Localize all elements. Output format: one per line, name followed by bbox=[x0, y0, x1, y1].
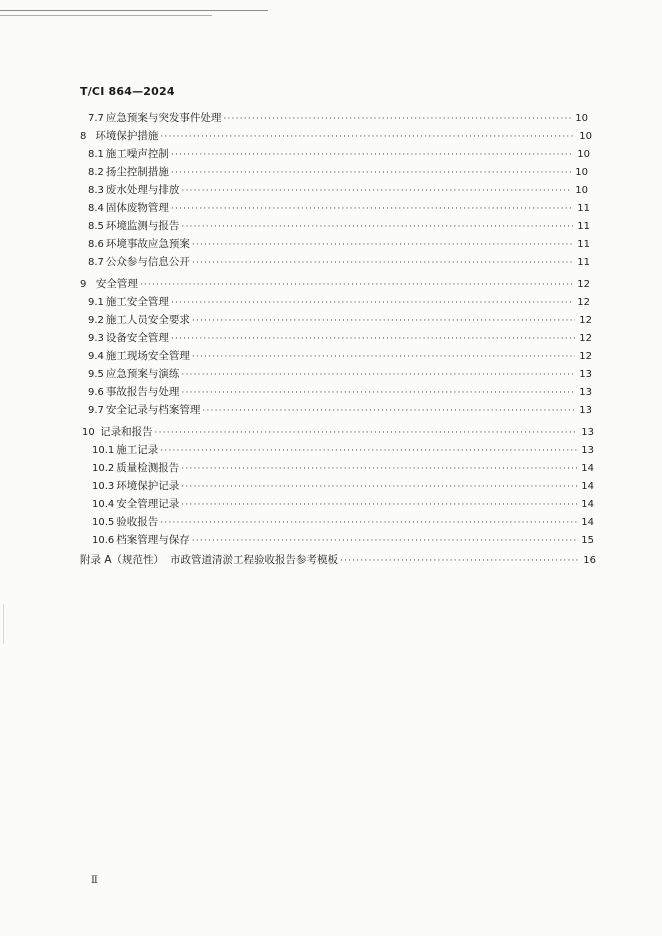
toc-entry-title: 事故报告与处理 bbox=[105, 386, 180, 398]
toc-entry-title: 施工现场安全管理 bbox=[105, 350, 190, 362]
toc-entry-title: 固体废物管理 bbox=[105, 202, 169, 214]
toc-entry-number: 10.6 bbox=[92, 535, 115, 546]
toc-entry bbox=[88, 312, 592, 328]
toc-entry bbox=[80, 276, 590, 292]
toc-entry-page: 13 bbox=[579, 405, 592, 416]
toc-entry-number: 9.7 bbox=[88, 405, 104, 416]
toc-entry bbox=[80, 552, 596, 568]
toc-entry-number: 9.4 bbox=[88, 351, 104, 362]
toc-entry-number: 8 bbox=[80, 131, 87, 142]
toc-entry-number: 9.1 bbox=[88, 297, 104, 308]
toc-entry-number: 10.1 bbox=[92, 445, 115, 456]
toc-entry-title: 施工人员安全要求 bbox=[105, 314, 190, 326]
toc-entry bbox=[88, 348, 592, 364]
toc-entry-page: 11 bbox=[577, 203, 590, 214]
toc-entry-page: 10 bbox=[575, 185, 588, 196]
toc-entry-title: 应急预案与演练 bbox=[105, 368, 180, 380]
document-code: T/CI 864—2024 bbox=[80, 85, 175, 98]
toc-entry-number: 8.7 bbox=[88, 257, 104, 268]
toc-entry-title: 记录和报告 bbox=[100, 426, 153, 438]
toc-entry-title: 市政管道清淤工程验收报告参考模板 bbox=[170, 554, 339, 566]
toc-entry bbox=[92, 442, 594, 458]
toc-entry-page: 11 bbox=[577, 221, 590, 232]
toc-entry-number: 9 bbox=[80, 279, 87, 290]
toc-entry-number: 附录 A（规范性） bbox=[80, 554, 165, 566]
toc-entry bbox=[88, 146, 590, 162]
toc-entry bbox=[88, 200, 590, 216]
toc-entry bbox=[88, 402, 592, 418]
toc-entry-page: 14 bbox=[581, 481, 594, 492]
toc-leader-dots bbox=[140, 277, 573, 293]
toc-entry-number: 10.4 bbox=[92, 499, 115, 510]
toc-entry bbox=[88, 236, 590, 252]
toc-entry-number: 9.3 bbox=[88, 333, 104, 344]
toc-entry-number: 8.2 bbox=[88, 167, 104, 178]
toc-entry-page: 14 bbox=[581, 463, 594, 474]
toc-entry-page: 13 bbox=[581, 445, 594, 456]
toc-entry bbox=[88, 182, 588, 198]
toc-entry-title: 环境保护措施 bbox=[95, 130, 159, 142]
toc-entry-title: 安全管理 bbox=[95, 278, 138, 290]
toc-entry-number: 10.5 bbox=[92, 517, 115, 528]
toc-entry bbox=[80, 128, 592, 144]
toc-entry-title: 扬尘控制措施 bbox=[105, 166, 169, 178]
toc-entry-title: 施工记录 bbox=[116, 444, 159, 456]
toc-entry-number: 9.5 bbox=[88, 369, 104, 380]
toc-entry-title: 档案管理与保存 bbox=[116, 534, 190, 546]
toc-entry bbox=[92, 514, 594, 530]
toc-entry-title: 安全记录与档案管理 bbox=[105, 404, 201, 416]
toc-leader-dots bbox=[223, 111, 571, 127]
toc-entry-page: 10 bbox=[577, 149, 590, 160]
toc-entry-title: 质量检测报告 bbox=[116, 462, 180, 474]
toc-entry-number: 10.3 bbox=[92, 481, 115, 492]
toc-entry bbox=[88, 218, 590, 234]
toc-leader-dots bbox=[181, 219, 573, 235]
toc-entry-title: 废水处理与排放 bbox=[105, 184, 180, 196]
toc-entry-number: 8.6 bbox=[88, 239, 104, 250]
toc-entry bbox=[88, 164, 588, 180]
toc-entry-page: 11 bbox=[577, 239, 590, 250]
toc-leader-dots bbox=[181, 461, 577, 477]
toc-leader-dots bbox=[192, 255, 573, 271]
header-rule bbox=[0, 10, 268, 11]
toc-entry-page: 13 bbox=[579, 369, 592, 380]
toc-leader-dots bbox=[171, 201, 573, 217]
toc-leader-dots bbox=[202, 403, 575, 419]
toc-entry-page: 12 bbox=[579, 333, 592, 344]
toc-entry-title: 公众参与信息公开 bbox=[105, 256, 190, 268]
toc-entry bbox=[82, 424, 594, 440]
toc-leader-dots bbox=[171, 295, 573, 311]
toc-entry-number: 8.5 bbox=[88, 221, 104, 232]
toc-entry-number: 9.6 bbox=[88, 387, 104, 398]
toc-entry-page: 12 bbox=[577, 297, 590, 308]
toc-entry-page: 13 bbox=[579, 387, 592, 398]
toc-entry-page: 13 bbox=[581, 427, 594, 438]
toc-leader-dots bbox=[155, 425, 577, 441]
toc-entry-number: 8.4 bbox=[88, 203, 104, 214]
toc-entry bbox=[88, 294, 590, 310]
toc-entry-page: 10 bbox=[575, 113, 588, 124]
toc-leader-dots bbox=[171, 147, 573, 163]
toc-entry-page: 16 bbox=[583, 555, 596, 566]
toc-leader-dots bbox=[171, 331, 575, 347]
toc-leader-dots bbox=[192, 313, 575, 329]
toc-entry bbox=[88, 330, 592, 346]
toc-leader-dots bbox=[192, 533, 577, 549]
toc-leader-dots bbox=[181, 385, 575, 401]
toc-entry-title: 验收报告 bbox=[116, 516, 159, 528]
toc-entry-number: 9.2 bbox=[88, 315, 104, 326]
toc-entry bbox=[88, 366, 592, 382]
toc-entry-title: 安全管理记录 bbox=[116, 498, 180, 510]
toc-entry-number: 10.2 bbox=[92, 463, 115, 474]
toc-entry-number: 7.7 bbox=[88, 113, 104, 124]
toc-entry-title: 环境监测与报告 bbox=[105, 220, 180, 232]
toc-leader-dots bbox=[160, 129, 575, 145]
toc-entry-page: 14 bbox=[581, 499, 594, 510]
toc-entry-title: 设备安全管理 bbox=[105, 332, 169, 344]
toc-entry-number: 8.3 bbox=[88, 185, 104, 196]
toc-leader-dots bbox=[192, 349, 575, 365]
toc-entry-page: 12 bbox=[577, 279, 590, 290]
toc-entry-page: 15 bbox=[581, 535, 594, 546]
toc-leader-dots bbox=[160, 515, 577, 531]
header-rule-secondary bbox=[0, 15, 212, 16]
toc-entry-title: 施工安全管理 bbox=[105, 296, 169, 308]
toc-entry-page: 12 bbox=[579, 315, 592, 326]
toc-leader-dots bbox=[181, 367, 575, 383]
toc-entry bbox=[92, 478, 594, 494]
toc-entry-title: 环境事故应急预案 bbox=[105, 238, 190, 250]
toc-entry bbox=[88, 384, 592, 400]
toc-entry bbox=[92, 496, 594, 512]
toc-entry-page: 12 bbox=[579, 351, 592, 362]
toc-leader-dots bbox=[171, 165, 571, 181]
toc-entry-title: 应急预案与突发事件处理 bbox=[105, 112, 222, 124]
toc-entry bbox=[92, 460, 594, 476]
toc-entry-page: 14 bbox=[581, 517, 594, 528]
toc-entry-page: 11 bbox=[577, 257, 590, 268]
scan-artifact bbox=[3, 604, 4, 644]
toc-leader-dots bbox=[340, 553, 579, 569]
toc-entry-title: 环境保护记录 bbox=[116, 480, 180, 492]
toc-leader-dots bbox=[181, 497, 577, 513]
toc-entry bbox=[88, 254, 590, 270]
toc-leader-dots bbox=[181, 479, 577, 495]
toc-entry bbox=[88, 110, 588, 126]
toc-leader-dots bbox=[192, 237, 573, 253]
toc-entry bbox=[92, 532, 594, 548]
toc-entry-number: 8.1 bbox=[88, 149, 104, 160]
toc-leader-dots bbox=[181, 183, 571, 199]
toc-entry-title: 施工噪声控制 bbox=[105, 148, 169, 160]
toc-entry-page: 10 bbox=[575, 167, 588, 178]
toc-entry-number: 10 bbox=[82, 427, 95, 438]
toc-entry-page: 10 bbox=[579, 131, 592, 142]
toc-leader-dots bbox=[160, 443, 577, 459]
page-number: Ⅱ bbox=[91, 875, 98, 886]
